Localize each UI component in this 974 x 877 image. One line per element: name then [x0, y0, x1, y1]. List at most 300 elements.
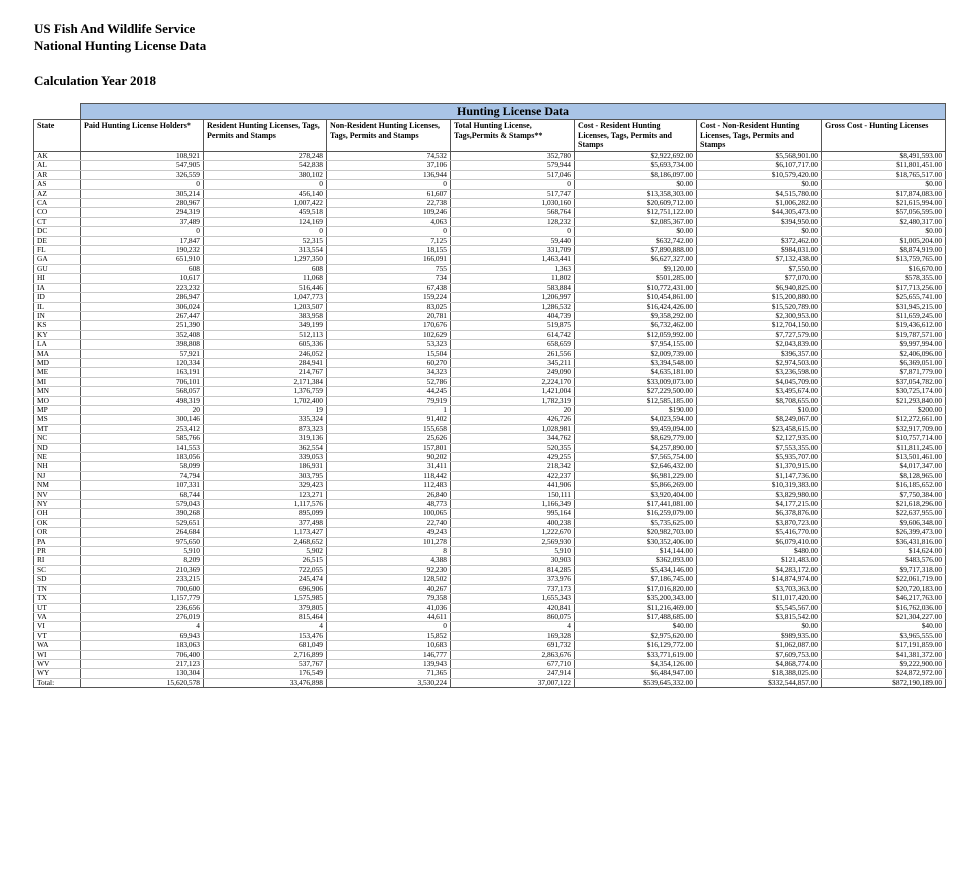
total-cell: 1,206,997	[451, 293, 575, 302]
col-header-cost-non-resident: Cost - Non-Resident Hunting Licenses, Tags, Permits and Stamps	[697, 120, 822, 152]
table-row	[34, 199, 946, 208]
non-resident-cell: 8	[327, 547, 451, 556]
resident-cell: 11,068	[204, 274, 327, 283]
cost-resident-cell: $8,186,097.00	[575, 170, 697, 179]
cost-non-resident-cell: $2,127,935.00	[697, 434, 822, 443]
gross-cost-cell: $9,997,994.00	[822, 340, 946, 349]
resident-cell: 379,805	[204, 603, 327, 612]
total-cell: 218,342	[451, 462, 575, 471]
resident-cell: 245,474	[204, 575, 327, 584]
table-row	[34, 556, 946, 565]
non-resident-cell: 83,025	[327, 302, 451, 311]
resident-cell: 377,498	[204, 518, 327, 527]
cost-resident-cell: $7,565,754.00	[575, 453, 697, 462]
gross-cost-cell: $16,762,036.00	[822, 603, 946, 612]
resident-cell: 52,315	[204, 236, 327, 245]
paid-holders-cell: 975,650	[81, 537, 204, 546]
resident-cell: 123,271	[204, 490, 327, 499]
state-cell: WI	[34, 650, 81, 659]
resident-cell: 329,423	[204, 481, 327, 490]
cost-non-resident-cell: $984,031.00	[697, 246, 822, 255]
paid-holders-cell: 276,019	[81, 612, 204, 621]
cost-resident-cell: $33,771,619.00	[575, 650, 697, 659]
non-resident-cell: 44,611	[327, 612, 451, 621]
total-cell: 677,710	[451, 659, 575, 668]
resident-cell: 278,248	[204, 152, 327, 161]
agency-title: US Fish And Wildlife Service	[34, 21, 196, 36]
state-cell: GU	[34, 264, 81, 273]
gross-cost-cell: $24,872,972.00	[822, 669, 946, 678]
total-cell: 128,232	[451, 217, 575, 226]
table-row	[34, 180, 946, 189]
resident-cell: 815,464	[204, 612, 327, 621]
cost-non-resident-cell: $6,107,717.00	[697, 161, 822, 170]
cost-resident-cell: $539,645,332.00	[575, 678, 697, 687]
non-resident-cell: 20,781	[327, 311, 451, 320]
cost-resident-cell: $12,585,185.00	[575, 396, 697, 405]
table-row	[34, 302, 946, 311]
cost-non-resident-cell: $372,462.00	[697, 236, 822, 245]
non-resident-cell: 7,125	[327, 236, 451, 245]
paid-holders-cell: 141,553	[81, 443, 204, 452]
state-cell: OH	[34, 509, 81, 518]
col-header-total: Total Hunting License, Tags,Permits & Stamps**	[451, 120, 575, 152]
non-resident-cell: 15,852	[327, 631, 451, 640]
gross-cost-cell: $37,054,782.00	[822, 377, 946, 386]
state-cell: NY	[34, 500, 81, 509]
paid-holders-cell: 10,617	[81, 274, 204, 283]
paid-holders-cell: 547,905	[81, 161, 204, 170]
non-resident-cell: 166,091	[327, 255, 451, 264]
state-cell: MS	[34, 415, 81, 424]
cost-resident-cell: $40.00	[575, 622, 697, 631]
cost-non-resident-cell: $332,544,857.00	[697, 678, 822, 687]
total-cell: 737,173	[451, 584, 575, 593]
total-cell: 1,782,319	[451, 396, 575, 405]
cost-non-resident-cell: $1,147,736.00	[697, 471, 822, 480]
resident-cell: 2,171,384	[204, 377, 327, 386]
resident-cell: 1,173,427	[204, 528, 327, 537]
cost-resident-cell: $9,459,094.00	[575, 424, 697, 433]
paid-holders-cell: 579,043	[81, 500, 204, 509]
cost-non-resident-cell: $3,815,542.00	[697, 612, 822, 621]
table-row	[34, 330, 946, 339]
total-cell: 59,440	[451, 236, 575, 245]
gross-cost-cell: $18,765,517.00	[822, 170, 946, 179]
gross-cost-cell: $14,624.00	[822, 547, 946, 556]
resident-cell: 2,468,652	[204, 537, 327, 546]
gross-cost-cell: $17,191,859.00	[822, 641, 946, 650]
state-cell: NH	[34, 462, 81, 471]
table-row	[34, 490, 946, 499]
state-cell: AK	[34, 152, 81, 161]
cost-non-resident-cell: $10,319,383.00	[697, 481, 822, 490]
cost-non-resident-cell: $2,043,839.00	[697, 340, 822, 349]
non-resident-cell: 18,155	[327, 246, 451, 255]
resident-cell: 153,476	[204, 631, 327, 640]
cost-resident-cell: $5,434,146.00	[575, 565, 697, 574]
table-row	[34, 631, 946, 640]
gross-cost-cell: $578,355.00	[822, 274, 946, 283]
col-header-cost-resident: Cost - Resident Hunting Licenses, Tags, Permits and Stamps	[575, 120, 697, 152]
col-header-non-resident: Non-Resident Hunting Licenses, Tags, Permits and Stamps	[327, 120, 451, 152]
paid-holders-cell: 529,651	[81, 518, 204, 527]
table-row	[34, 622, 946, 631]
table-row	[34, 377, 946, 386]
resident-cell: 19	[204, 405, 327, 414]
cost-resident-cell: $5,693,734.00	[575, 161, 697, 170]
table-row	[34, 311, 946, 320]
resident-cell: 33,476,898	[204, 678, 327, 687]
resident-cell: 512,113	[204, 330, 327, 339]
paid-holders-cell: 305,214	[81, 189, 204, 198]
non-resident-cell: 4,388	[327, 556, 451, 565]
non-resident-cell: 40,267	[327, 584, 451, 593]
state-cell: AS	[34, 180, 81, 189]
table-row	[34, 509, 946, 518]
total-cell: 1,463,441	[451, 255, 575, 264]
table-row	[34, 575, 946, 584]
resident-cell: 605,336	[204, 340, 327, 349]
non-resident-cell: 53,323	[327, 340, 451, 349]
paid-holders-cell: 0	[81, 180, 204, 189]
total-cell: 422,237	[451, 471, 575, 480]
non-resident-cell: 37,106	[327, 161, 451, 170]
table-row	[34, 217, 946, 226]
gross-cost-cell: $7,750,384.00	[822, 490, 946, 499]
state-cell: SC	[34, 565, 81, 574]
resident-cell: 349,199	[204, 321, 327, 330]
cost-resident-cell: $14,144.00	[575, 547, 697, 556]
resident-cell: 459,518	[204, 208, 327, 217]
non-resident-cell: 159,224	[327, 293, 451, 302]
table-row	[34, 387, 946, 396]
state-cell: UT	[34, 603, 81, 612]
table-row	[34, 189, 946, 198]
table-row	[34, 471, 946, 480]
cost-resident-cell: $0.00	[575, 227, 697, 236]
state-cell: SD	[34, 575, 81, 584]
table-row	[34, 547, 946, 556]
state-cell: CO	[34, 208, 81, 217]
state-cell: VT	[34, 631, 81, 640]
col-header-resident: Resident Hunting Licenses, Tags, Permits and Stamps	[204, 120, 327, 152]
paid-holders-cell: 20	[81, 405, 204, 414]
cost-resident-cell: $6,484,947.00	[575, 669, 697, 678]
resident-cell: 1,376,759	[204, 387, 327, 396]
total-cell: 0	[451, 180, 575, 189]
total-cell: 568,764	[451, 208, 575, 217]
cost-resident-cell: $8,629,779.00	[575, 434, 697, 443]
gross-cost-cell: $3,965,555.00	[822, 631, 946, 640]
non-resident-cell: 0	[327, 180, 451, 189]
non-resident-cell: 79,919	[327, 396, 451, 405]
total-cell: 517,747	[451, 189, 575, 198]
cost-resident-cell: $362,093.00	[575, 556, 697, 565]
table-row	[34, 565, 946, 574]
non-resident-cell: 41,036	[327, 603, 451, 612]
cost-non-resident-cell: $394,950.00	[697, 217, 822, 226]
non-resident-cell: 92,230	[327, 565, 451, 574]
table-row	[34, 170, 946, 179]
table-row	[34, 659, 946, 668]
cost-resident-cell: $6,627,327.00	[575, 255, 697, 264]
cost-resident-cell: $27,229,500.00	[575, 387, 697, 396]
resident-cell: 380,102	[204, 170, 327, 179]
non-resident-cell: 155,658	[327, 424, 451, 433]
resident-cell: 681,049	[204, 641, 327, 650]
cost-resident-cell: $5,735,625.00	[575, 518, 697, 527]
table-row	[34, 396, 946, 405]
table-row	[34, 415, 946, 424]
resident-cell: 214,767	[204, 368, 327, 377]
cost-non-resident-cell: $7,132,438.00	[697, 255, 822, 264]
table-row	[34, 236, 946, 245]
gross-cost-cell: $8,128,965.00	[822, 471, 946, 480]
resident-cell: 339,053	[204, 453, 327, 462]
cost-non-resident-cell: $480.00	[697, 547, 822, 556]
state-cell: LA	[34, 340, 81, 349]
state-cell: MD	[34, 358, 81, 367]
gross-cost-cell: $19,436,612.00	[822, 321, 946, 330]
paid-holders-cell: 69,943	[81, 631, 204, 640]
paid-holders-cell: 223,232	[81, 283, 204, 292]
gross-cost-cell: $21,293,840.00	[822, 396, 946, 405]
table-row	[34, 152, 946, 161]
paid-holders-cell: 190,232	[81, 246, 204, 255]
paid-holders-cell: 352,408	[81, 330, 204, 339]
total-cell: 658,659	[451, 340, 575, 349]
gross-cost-cell: $13,501,461.00	[822, 453, 946, 462]
cost-resident-cell: $16,259,079.00	[575, 509, 697, 518]
non-resident-cell: 157,801	[327, 443, 451, 452]
non-resident-cell: 100,065	[327, 509, 451, 518]
total-cell: 404,739	[451, 311, 575, 320]
paid-holders-cell: 17,847	[81, 236, 204, 245]
gross-cost-cell: $11,659,245.00	[822, 311, 946, 320]
cost-non-resident-cell: $5,416,770.00	[697, 528, 822, 537]
total-cell: 2,569,930	[451, 537, 575, 546]
table-row	[34, 669, 946, 678]
cost-resident-cell: $10,772,431.00	[575, 283, 697, 292]
gross-cost-cell: $26,399,473.00	[822, 528, 946, 537]
cost-resident-cell: $7,890,888.00	[575, 246, 697, 255]
state-cell: AL	[34, 161, 81, 170]
total-cell: 1,363	[451, 264, 575, 273]
state-cell: OK	[34, 518, 81, 527]
gross-cost-cell: $22,061,719.00	[822, 575, 946, 584]
resident-cell: 26,515	[204, 556, 327, 565]
cost-non-resident-cell: $3,236,598.00	[697, 368, 822, 377]
table-row	[34, 208, 946, 217]
non-resident-cell: 1	[327, 405, 451, 414]
total-cell: 30,903	[451, 556, 575, 565]
table-row	[34, 161, 946, 170]
state-cell: KY	[34, 330, 81, 339]
cost-resident-cell: $9,358,292.00	[575, 311, 697, 320]
cost-resident-cell: $4,257,890.00	[575, 443, 697, 452]
table-row	[34, 227, 946, 236]
table-row	[34, 641, 946, 650]
cost-non-resident-cell: $14,874,974.00	[697, 575, 822, 584]
cost-resident-cell: $20,982,703.00	[575, 528, 697, 537]
resident-cell: 696,906	[204, 584, 327, 593]
cost-non-resident-cell: $4,177,215.00	[697, 500, 822, 509]
resident-cell: 516,446	[204, 283, 327, 292]
total-cell: 1,222,670	[451, 528, 575, 537]
gross-cost-cell: $32,917,709.00	[822, 424, 946, 433]
gross-cost-cell: $16,670.00	[822, 264, 946, 273]
cost-resident-cell: $9,120.00	[575, 264, 697, 273]
paid-holders-cell: 236,656	[81, 603, 204, 612]
resident-cell: 0	[204, 180, 327, 189]
paid-holders-cell: 5,910	[81, 547, 204, 556]
table-row	[34, 453, 946, 462]
cost-resident-cell: $7,954,155.00	[575, 340, 697, 349]
non-resident-cell: 146,777	[327, 650, 451, 659]
non-resident-cell: 31,411	[327, 462, 451, 471]
gross-cost-cell: $11,811,245.00	[822, 443, 946, 452]
state-cell: IA	[34, 283, 81, 292]
cost-non-resident-cell: $1,370,915.00	[697, 462, 822, 471]
table-row	[34, 603, 946, 612]
total-cell: 11,802	[451, 274, 575, 283]
resident-cell: 319,136	[204, 434, 327, 443]
non-resident-cell: 44,245	[327, 387, 451, 396]
non-resident-cell: 109,246	[327, 208, 451, 217]
cost-non-resident-cell: $23,458,615.00	[697, 424, 822, 433]
resident-cell: 186,931	[204, 462, 327, 471]
resident-cell: 4	[204, 622, 327, 631]
table-row	[34, 246, 946, 255]
cost-resident-cell: $16,424,426.00	[575, 302, 697, 311]
gross-cost-cell: $46,217,763.00	[822, 594, 946, 603]
cost-non-resident-cell: $10.00	[697, 405, 822, 414]
cost-resident-cell: $30,352,406.00	[575, 537, 697, 546]
non-resident-cell: 734	[327, 274, 451, 283]
total-cell: 1,286,532	[451, 302, 575, 311]
gross-cost-cell: $1,005,204.00	[822, 236, 946, 245]
state-cell: PA	[34, 537, 81, 546]
table-row	[34, 500, 946, 509]
table-row	[34, 584, 946, 593]
table-row	[34, 462, 946, 471]
cost-resident-cell: $4,023,594.00	[575, 415, 697, 424]
table-body	[34, 152, 946, 688]
total-cell: 814,285	[451, 565, 575, 574]
state-cell: VA	[34, 612, 81, 621]
gross-cost-cell: $9,717,318.00	[822, 565, 946, 574]
cost-resident-cell: $12,751,122.00	[575, 208, 697, 217]
resident-cell: 1,007,422	[204, 199, 327, 208]
paid-holders-cell: 217,123	[81, 659, 204, 668]
resident-cell: 5,902	[204, 547, 327, 556]
cost-resident-cell: $3,394,548.00	[575, 358, 697, 367]
cost-resident-cell: $35,200,343.00	[575, 594, 697, 603]
paid-holders-cell: 300,146	[81, 415, 204, 424]
cost-resident-cell: $2,922,692.00	[575, 152, 697, 161]
cost-non-resident-cell: $4,515,780.00	[697, 189, 822, 198]
non-resident-cell: 48,773	[327, 500, 451, 509]
state-cell: GA	[34, 255, 81, 264]
cost-non-resident-cell: $12,704,150.00	[697, 321, 822, 330]
table-row	[34, 528, 946, 537]
cost-non-resident-cell: $10,579,420.00	[697, 170, 822, 179]
total-cell: 150,111	[451, 490, 575, 499]
non-resident-cell: 79,358	[327, 594, 451, 603]
state-cell: NE	[34, 453, 81, 462]
non-resident-cell: 10,683	[327, 641, 451, 650]
cost-non-resident-cell: $7,727,579.00	[697, 330, 822, 339]
resident-cell: 246,052	[204, 349, 327, 358]
gross-cost-cell: $0.00	[822, 180, 946, 189]
state-cell: CT	[34, 217, 81, 226]
cost-resident-cell: $3,920,404.00	[575, 490, 697, 499]
state-cell: IN	[34, 311, 81, 320]
cost-non-resident-cell: $11,017,420.00	[697, 594, 822, 603]
state-cell: TN	[34, 584, 81, 593]
gross-cost-cell: $13,759,765.00	[822, 255, 946, 264]
state-cell: OR	[34, 528, 81, 537]
paid-holders-cell: 326,559	[81, 170, 204, 179]
non-resident-cell: 25,626	[327, 434, 451, 443]
paid-holders-cell: 120,334	[81, 358, 204, 367]
total-cell: 579,944	[451, 161, 575, 170]
total-cell: 691,732	[451, 641, 575, 650]
state-cell: NC	[34, 434, 81, 443]
paid-holders-cell: 651,910	[81, 255, 204, 264]
state-cell: ID	[34, 293, 81, 302]
resident-cell: 335,324	[204, 415, 327, 424]
cost-resident-cell: $2,975,620.00	[575, 631, 697, 640]
cost-non-resident-cell: $18,388,025.00	[697, 669, 822, 678]
table-row	[34, 424, 946, 433]
paid-holders-cell: 210,369	[81, 565, 204, 574]
gross-cost-cell: $31,945,215.00	[822, 302, 946, 311]
total-cell: 1,166,349	[451, 500, 575, 509]
non-resident-cell: 0	[327, 227, 451, 236]
cost-non-resident-cell: $3,703,363.00	[697, 584, 822, 593]
col-header-state: State	[34, 120, 81, 152]
non-resident-cell: 755	[327, 264, 451, 273]
cost-resident-cell: $17,441,081.00	[575, 500, 697, 509]
state-cell: PR	[34, 547, 81, 556]
resident-cell: 176,549	[204, 669, 327, 678]
state-cell: WY	[34, 669, 81, 678]
gross-cost-cell: $12,272,661.00	[822, 415, 946, 424]
table-row	[34, 443, 946, 452]
resident-cell: 537,767	[204, 659, 327, 668]
cost-non-resident-cell: $3,495,674.00	[697, 387, 822, 396]
paid-holders-cell: 15,620,578	[81, 678, 204, 687]
total-cell: 441,906	[451, 481, 575, 490]
total-cell: 519,875	[451, 321, 575, 330]
cost-resident-cell: $11,216,469.00	[575, 603, 697, 612]
cost-resident-cell: $2,085,367.00	[575, 217, 697, 226]
cost-resident-cell: $4,635,181.00	[575, 368, 697, 377]
table-row	[34, 518, 946, 527]
col-header-paid-holders: Paid Hunting License Holders*	[81, 120, 204, 152]
non-resident-cell: 67,438	[327, 283, 451, 292]
gross-cost-cell: $16,185,652.00	[822, 481, 946, 490]
paid-holders-cell: 108,921	[81, 152, 204, 161]
non-resident-cell: 91,402	[327, 415, 451, 424]
paid-holders-cell: 306,024	[81, 302, 204, 311]
cost-non-resident-cell: $4,045,709.00	[697, 377, 822, 386]
gross-cost-cell: $8,491,593.00	[822, 152, 946, 161]
cost-non-resident-cell: $6,079,410.00	[697, 537, 822, 546]
paid-holders-cell: 608	[81, 264, 204, 273]
